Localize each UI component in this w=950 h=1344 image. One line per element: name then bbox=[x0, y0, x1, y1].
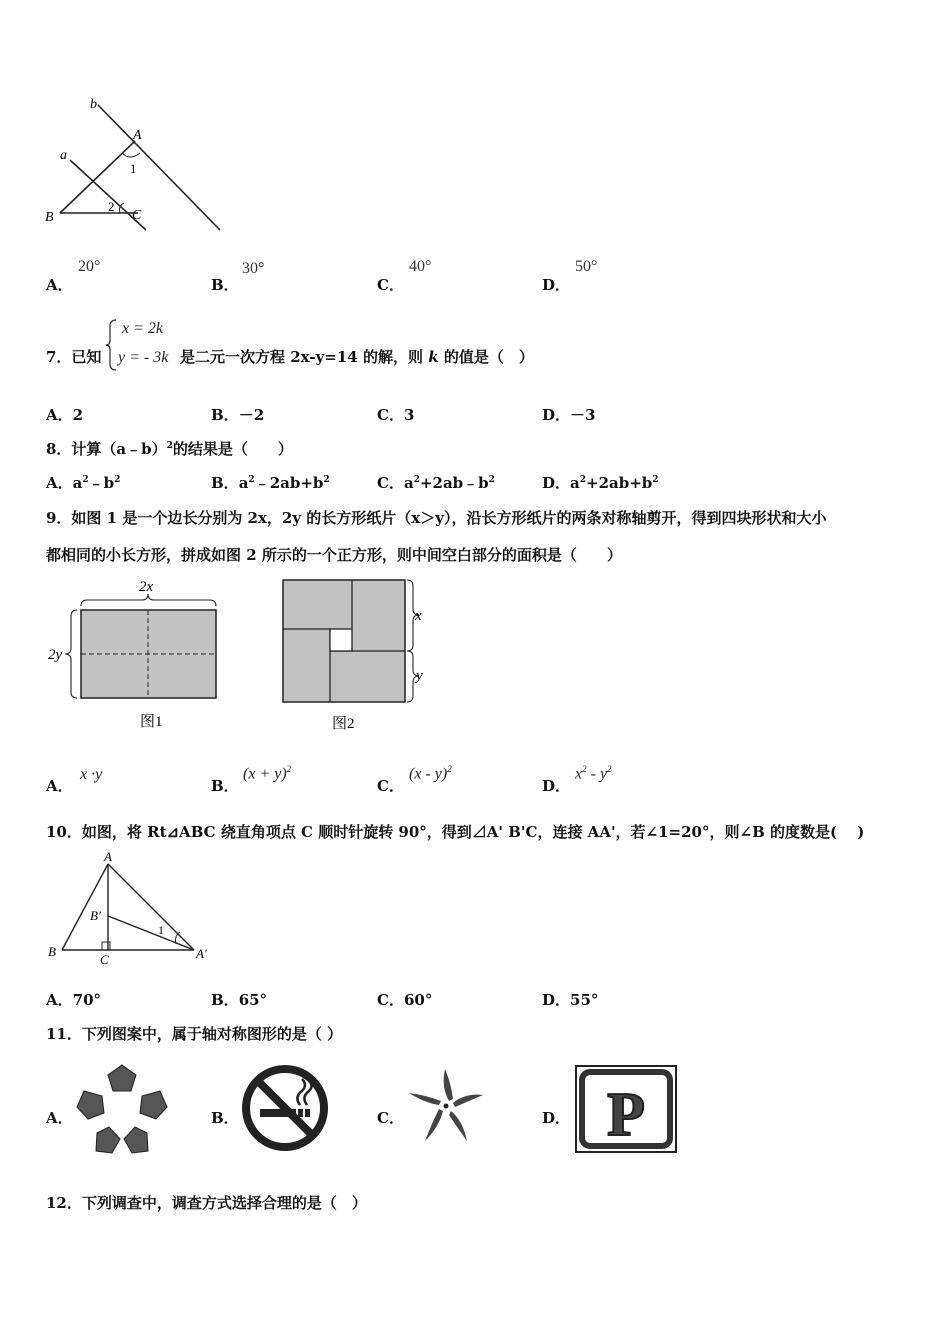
q10-option-d[interactable]: D．55° bbox=[542, 991, 599, 1009]
no-smoking-icon bbox=[240, 1063, 330, 1153]
q6-option-a-value: 20° bbox=[78, 258, 101, 275]
fig10-label-Ap: A' bbox=[196, 946, 207, 961]
q10-figure bbox=[44, 848, 224, 970]
q9-option-d-value: $x^2 - y^2$ bbox=[575, 764, 612, 783]
q7-equation-x: x = 2k bbox=[122, 320, 163, 337]
q7-brace bbox=[104, 318, 118, 372]
fig10-label-Bp: B' bbox=[90, 908, 101, 923]
fig6-label-b: b bbox=[90, 97, 97, 112]
q7-option-d[interactable]: D．－3 bbox=[542, 406, 596, 424]
q8-option-a[interactable]: A．$a^2﹣b^2$ bbox=[46, 474, 121, 492]
q6-option-c-value: 40° bbox=[409, 258, 432, 275]
fig10-label-B: B bbox=[48, 944, 56, 959]
q11-option-c[interactable]: C． bbox=[377, 1109, 404, 1127]
q8-option-d[interactable]: D．$a^2+2ab+b^2$ bbox=[542, 474, 659, 492]
parking-sign-letter: P bbox=[607, 1081, 645, 1149]
q6-option-c[interactable]: C． bbox=[377, 276, 404, 294]
q7-number: 7．已知 bbox=[46, 348, 102, 366]
q10-text: 10．如图，将 Rt⊿ABC 绕直角项点 C 顺时针旋转 90°，得到⊿A' B'C，连接 AA'，若∠1=20°，则∠B 的度数是( ) bbox=[46, 823, 865, 841]
q11-text: 11．下列图案中，属于轴对称图形的是（ ） bbox=[46, 1025, 343, 1043]
q8-option-c[interactable]: C．$a^2+2ab﹣b^2$ bbox=[377, 474, 495, 492]
q7-option-c[interactable]: C．3 bbox=[377, 406, 415, 424]
fig10-label-C: C bbox=[100, 952, 109, 967]
q9-option-c[interactable]: C． bbox=[377, 777, 404, 795]
q9-option-d[interactable]: D． bbox=[542, 777, 571, 795]
q9-option-a-value: x ·y bbox=[80, 766, 103, 783]
q10-option-a[interactable]: A．70° bbox=[46, 991, 102, 1009]
q9-option-b-value: $(x + y)^2$ bbox=[243, 764, 292, 783]
fig10-label-1: 1 bbox=[158, 923, 164, 937]
q9-text-line1: 9．如图 1 是一个边长分别为 2x，2y 的长方形纸片（x＞y），沿长方形纸片的两条对称轴剪开，得到四块形状和大小 bbox=[46, 509, 827, 527]
q7-text: 是二元一次方程 2x-y=14 的解，则 k 的值是（ ） bbox=[180, 348, 534, 366]
q10-option-c[interactable]: C．60° bbox=[377, 991, 433, 1009]
q6-option-b[interactable]: B． bbox=[211, 276, 239, 294]
q11-option-a[interactable]: A． bbox=[46, 1109, 73, 1127]
q9-figure-1 bbox=[44, 576, 234, 736]
q6-option-d-value: 50° bbox=[575, 258, 598, 275]
q10-option-b[interactable]: B．65° bbox=[211, 991, 268, 1009]
q6-option-a[interactable]: A． bbox=[46, 276, 73, 294]
q8-option-b[interactable]: B．$a^2﹣2ab+b^2$ bbox=[211, 474, 330, 492]
q6-figure bbox=[40, 95, 240, 235]
q6-option-d[interactable]: D． bbox=[542, 276, 571, 294]
q7-equation-y: y = - 3k bbox=[118, 349, 169, 366]
q8-text: 8．计算（a﹣b）$^2$的结果是（ ） bbox=[46, 440, 293, 458]
fig6-label-2: 2 bbox=[108, 199, 115, 214]
fig6-label-a: a bbox=[60, 148, 67, 163]
fig6-label-B: B bbox=[45, 210, 54, 225]
q7-option-b[interactable]: B．－2 bbox=[211, 406, 265, 424]
q9-option-a[interactable]: A． bbox=[46, 777, 73, 795]
q11-option-d[interactable]: D． bbox=[542, 1109, 571, 1127]
fig1-caption: 图1 bbox=[140, 714, 163, 730]
q9-figure-2 bbox=[276, 576, 436, 736]
q7-var: k bbox=[428, 348, 439, 366]
fig1-label-2x: 2x bbox=[139, 579, 154, 595]
q9-option-c-value: (x - y)$^2$ bbox=[409, 764, 452, 783]
fig6-label-A: A bbox=[133, 128, 142, 143]
fig2-label-y: y bbox=[416, 668, 423, 684]
fig2-label-x: x bbox=[415, 608, 422, 624]
fig6-label-C: C bbox=[132, 208, 142, 223]
pentagon-ring-icon bbox=[72, 1061, 172, 1155]
q7-option-a[interactable]: A．2 bbox=[46, 406, 84, 424]
q9-text-line2: 都相同的小长方形，拼成如图 2 所示的一个正方形，则中间空白部分的面积是（ ） bbox=[46, 546, 622, 564]
fig2-caption: 图2 bbox=[332, 716, 355, 732]
fig1-label-2y: 2y bbox=[48, 647, 63, 663]
q9-option-b[interactable]: B． bbox=[211, 777, 239, 795]
q6-option-b-value: 30° bbox=[242, 260, 265, 277]
fig10-label-A: A bbox=[104, 849, 112, 864]
pinwheel-icon bbox=[405, 1063, 489, 1151]
parking-sign-icon bbox=[575, 1065, 677, 1153]
q12-text: 12．下列调查中，调查方式选择合理的是（ ） bbox=[46, 1194, 367, 1212]
q11-option-b[interactable]: B． bbox=[211, 1109, 239, 1127]
fig6-label-1: 1 bbox=[130, 161, 137, 176]
